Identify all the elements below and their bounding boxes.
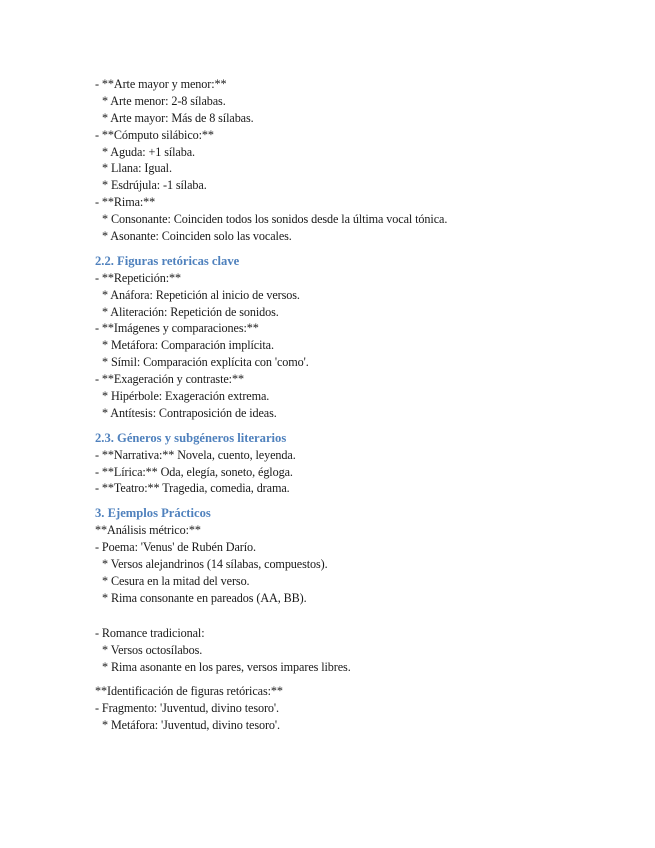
repeticion-title: - **Repetición:** — [95, 270, 181, 285]
section-heading-generos: 2.3. Géneros y subgéneros literarios — [95, 430, 287, 445]
fragmento-title: - Fragmento: 'Juventud, divino tesoro'. — [95, 701, 279, 716]
list-item: * Esdrújula: -1 sílaba. — [102, 178, 207, 193]
list-item: * Metáfora: 'Juventud, divino tesoro'. — [102, 718, 280, 733]
list-item: * Símil: Comparación explícita con 'como'. — [102, 355, 309, 370]
document-content — [95, 76, 615, 734]
list-item: * Arte mayor: Más de 8 sílabas. — [102, 110, 254, 125]
list-item: * Hipérbole: Exageración extrema. — [102, 389, 270, 404]
list-item: * Llana: Igual. — [102, 161, 172, 176]
list-item: - **Narrativa:** Novela, cuento, leyenda. — [95, 447, 296, 462]
section-heading-figuras: 2.2. Figuras retóricas clave — [95, 253, 240, 268]
analisis-title: **Análisis métrico:** — [95, 523, 201, 538]
list-item: * Rima asonante en los pares, versos impares libres. — [102, 659, 351, 674]
list-item: * Cesura en la mitad del verso. — [102, 573, 250, 588]
list-item: * Versos alejandrinos (14 sílabas, compuestos). — [102, 557, 328, 572]
list-item: * Asonante: Coinciden solo las vocales. — [102, 229, 292, 244]
list-item: * Aliteración: Repetición de sonidos. — [102, 304, 279, 319]
list-item: * Aguda: +1 sílaba. — [102, 144, 195, 159]
rima-title: - **Rima:** — [95, 195, 156, 210]
romance-title: - Romance tradicional: — [95, 625, 205, 640]
list-item: - **Teatro:** Tragedia, comedia, drama. — [95, 481, 290, 496]
exageracion-title: - **Exageración y contraste:** — [95, 372, 244, 387]
list-item: * Arte menor: 2-8 sílabas. — [102, 93, 226, 108]
imagenes-title: - **Imágenes y comparaciones:** — [95, 321, 259, 336]
list-item: * Versos octosílabos. — [102, 642, 203, 657]
list-item: * Antítesis: Contraposición de ideas. — [102, 405, 277, 420]
list-item: * Rima consonante en pareados (AA, BB). — [102, 590, 307, 605]
section-heading-ejemplos: 3. Ejemplos Prácticos — [95, 506, 211, 521]
list-item: * Anáfora: Repetición al inicio de versos. — [102, 287, 300, 302]
computo-title: - **Cómputo silábico:** — [95, 127, 214, 142]
list-item: * Consonante: Coinciden todos los sonidos desde la última vocal tónica. — [102, 212, 448, 227]
arte-title: - **Arte mayor y menor:** — [95, 77, 227, 91]
poema-title: - Poema: 'Venus' de Rubén Darío. — [95, 540, 256, 555]
list-item: * Metáfora: Comparación implícita. — [102, 338, 274, 353]
identificacion-title: **Identificación de figuras retóricas:** — [95, 684, 283, 699]
list-item: - **Lírica:** Oda, elegía, soneto, égloga. — [95, 464, 293, 479]
